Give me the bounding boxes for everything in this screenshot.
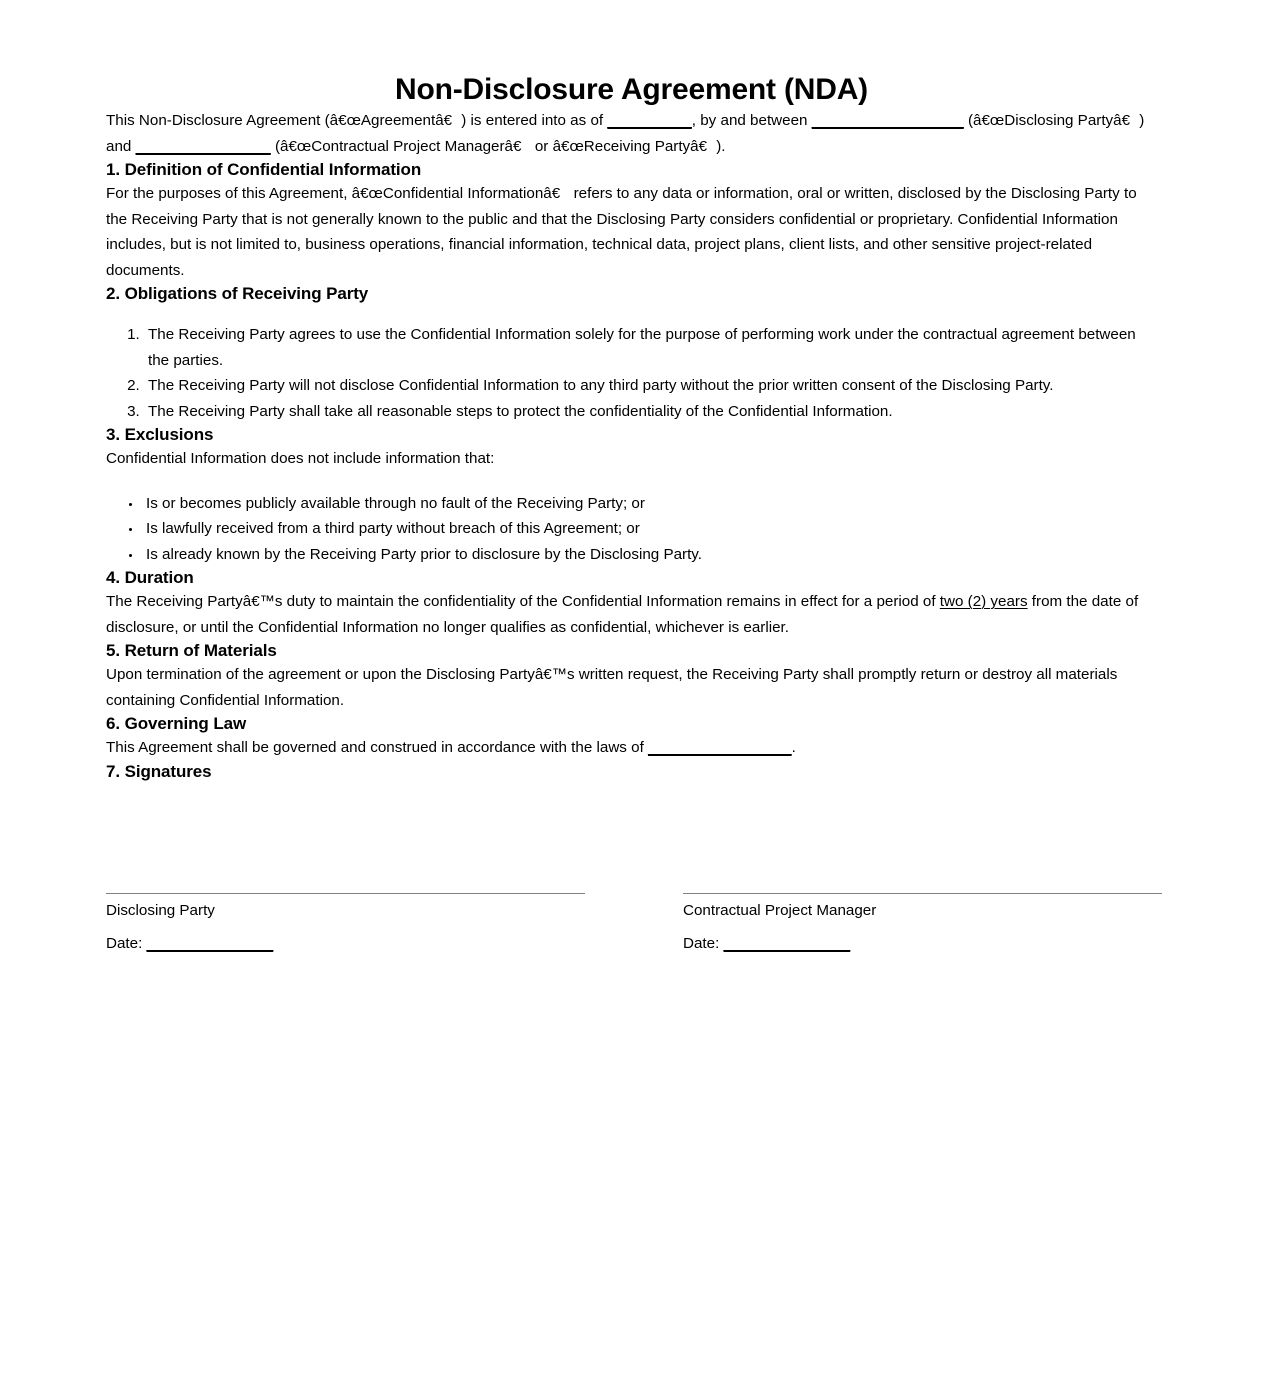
section-heading-definition: 1. Definition of Confidential Information (106, 160, 422, 179)
signature-column-contractual-project-manager (683, 893, 1162, 972)
intro-text-part-2: , by and between (691, 112, 812, 129)
date-label: Date: (106, 935, 147, 952)
exclusions-lead-text: Confidential Information does not include information that: (106, 450, 495, 467)
list-item: 1. The Receiving Party agrees to use the Confidential Information solely for the purpose of performing work under the contractual agreement between the parties. (144, 322, 1157, 373)
signature-label-contractual-project-manager: Contractual Project Manager (683, 901, 877, 919)
governing-law-text-part-2: . (791, 739, 796, 756)
obligations-list (106, 322, 1157, 424)
disclosing-party-name-blank[interactable]: __________________ (811, 112, 964, 129)
signature-date-disclosing-party (106, 931, 585, 957)
section-body-duration (106, 589, 1157, 640)
list-item: • Is or becomes publicly available through no fault of the Receiving Party; or (142, 491, 1157, 517)
list-item: • Is lawfully received from a third party without breach of this Agreement; or (142, 516, 1157, 542)
exclusions-list (106, 491, 1157, 568)
section-heading-signatures: 7. Signatures (106, 761, 212, 781)
section-body-governing-law (106, 735, 1157, 761)
section-heading-obligations: 2. Obligations of Receiving Party (106, 284, 369, 303)
section-heading-return-of-materials: 5. Return of Materials (106, 641, 277, 660)
list-item: 2. The Receiving Party will not disclose Confidential Information to any third party without the prior written consent of the Disclosing Party. (144, 373, 1157, 399)
agreement-date-blank[interactable]: __________ (607, 112, 692, 129)
date-blank[interactable]: _______________ (146, 935, 274, 952)
governing-law-text-part-1: This Agreement shall be governed and construed in accordance with the laws of (106, 739, 649, 756)
duration-text-part-1: The Receiving Partyâ€™s duty to maintain the confidentiality of the Confidential Information remains in effect for a period of (106, 593, 940, 610)
intro-text-part-3: (â€œDisclosing Partyâ€) and (106, 112, 1145, 155)
section-heading-governing-law: 6. Governing Law (106, 714, 247, 733)
date-blank[interactable]: _______________ (723, 935, 851, 952)
date-label: Date: (683, 935, 724, 952)
duration-text-part-2: from the date of disclosure, or until the Confidential Information no longer qualifies as confidential, whichever is earlier. (106, 593, 1139, 636)
signature-block (106, 893, 1157, 972)
signature-column-disclosing-party (106, 893, 585, 972)
receiving-party-name-blank[interactable]: ________________ (135, 137, 271, 155)
intro-text-part-1: This Non-Disclosure Agreement (â€œAgreementâ€) is entered into as of (106, 112, 608, 129)
signature-date-contractual-project-manager (683, 931, 1162, 957)
intro-paragraph (106, 108, 1157, 159)
list-item: 3. The Receiving Party shall take all reasonable steps to protect the confidentiality of the Confidential Information. (144, 399, 1157, 425)
page-title: Non-Disclosure Agreement (NDA) (395, 73, 868, 106)
intro-text-part-4: (â€œContractual Project Managerâ€ or â€œReceiving Partyâ€). (270, 137, 726, 155)
signature-line-contractual-project-manager[interactable] (683, 893, 1162, 894)
section-heading-duration: 4. Duration (106, 568, 194, 587)
signature-label-disclosing-party: Disclosing Party (106, 901, 215, 919)
signature-line-disclosing-party[interactable] (106, 893, 585, 894)
governing-law-jurisdiction-blank[interactable]: _________________ (648, 739, 792, 756)
duration-term: two (2) years (939, 593, 1028, 610)
list-item: • Is already known by the Receiving Party prior to disclosure by the Disclosing Party. (142, 542, 1157, 568)
section-heading-exclusions: 3. Exclusions (106, 425, 214, 444)
section-body-definition: For the purposes of this Agreement, â€œConfidential Informationâ€ refers to any data or information, oral or written, disclosed by the Disclosing Party to the Receiving Party that is not generally known to the public and that the Disclosing Party considers confidential or proprietary. Confidential Information includes, but is not limited to, business operations, financial information, technical data, project plans, client lists, and other sensitive project-related documents. (106, 185, 1137, 279)
section-body-return-of-materials: Upon termination of the agreement or upon the Disclosing Partyâ€™s written request, the Receiving Party shall promptly return or destroy all materials containing Confidential Information. (106, 666, 1118, 709)
